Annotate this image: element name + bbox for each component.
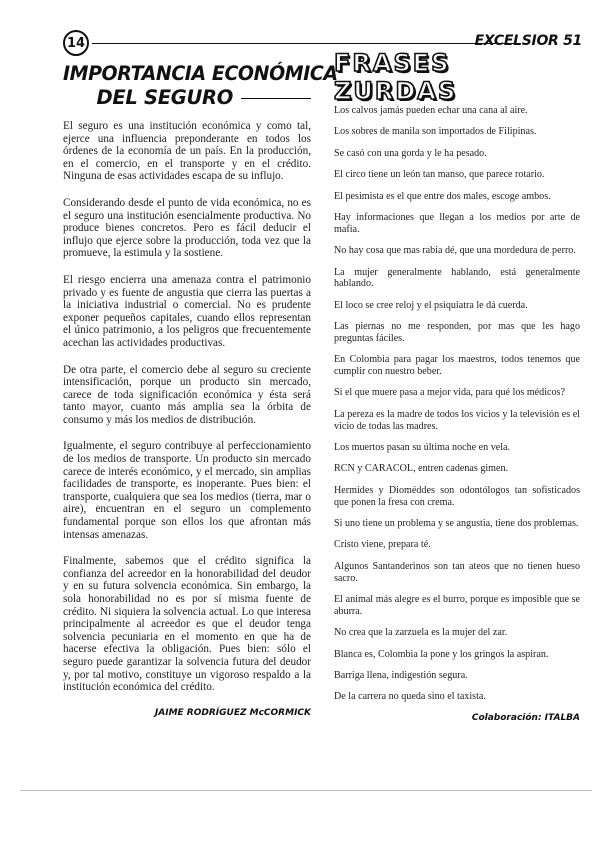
phrases-title: FRASES ZURDAS [334,49,458,105]
article-paragraph: Igualmente, el seguro contribuye al perfeccionamiento de los medios de transporte. Un producto sin mercado carece de interés económico, y el mercado, sin amplias facilidades de transporte, es inoperante. Pues bien: el transporte, cualquiera que sea los medios (tierra, mar o aire), encuentran en el seguro un complemento fundamental porque son ellos los que afrontan más intensas amenazas. [63,440,311,541]
phrase-item: Si uno tiene un problema y se angustia, tiene dos problemas. [334,518,579,530]
article-paragraph: De otra parte, el comercio debe al seguro su creciente intensificación, porque un producto sin mercado, carece de toda significación económica y ésta será tanto mayor, cuanto más amplia sea la órbita de consumo y más los medios de distribución. [63,363,311,426]
article-title-line-2-row [63,86,311,110]
phrases-column [334,49,580,723]
title-underline [241,98,311,99]
phrase-item: De la carrera no queda sino el taxista. [334,691,486,703]
article-paragraph: El seguro es una institución económica y como tal, ejerce una influencia preponderante en todos los órdenes de la economía de un país. En la producción, en el comercio, en el transporte y en el crédito. Ninguna de esas actividades escapa de su influjo. [63,120,311,183]
phrase-item: Se casó con una gorda y le ha pesado. [334,147,487,159]
article-title-line-1: IMPORTANCIA ECONÓMICA [63,62,338,85]
phrase-item: La mujer generalmente hablando, está generalmente hablando. [334,266,580,290]
phrase-item: Hermides y Dioméddes son odontólogos tan sofisticados que ponen la fresa con crema. [334,484,580,508]
phrase-item: Blanca es, Colombia la pone y los gringos la aspiran. [334,648,549,660]
phrase-item: En Colombia para pagar los maestros, todos tenemos que cumplir con nuestro beber. [334,354,580,378]
phrase-item: El loco se cree reloj y el psiquiatra le dá cuerda. [334,299,528,311]
phrase-item: No hay cosa que mas rabia dé, que una mordedura de perro. [334,245,576,257]
header-rule [92,43,517,44]
phrase-item: Las piernas no me responden, por mas que les hago preguntas fáciles. [334,321,580,344]
phrase-item: Barriga llena, indigestión segura. [334,669,468,681]
phrases-list [334,105,580,703]
article-body [63,120,311,694]
phrase-item: Hay informaciones que llegan a los medios por arte de mafia. [334,211,580,235]
phrase-item: El circo tiene un león tan manso, que parece rotario. [334,169,545,181]
phrase-item: Cristo viene, prepara té. [334,539,431,551]
magazine-brand: EXCELSIOR 51 [474,33,582,49]
phrase-item: Si el que muere pasa a mejor vida, para qué los médicos? [334,387,565,399]
page-number: 14 [63,30,89,56]
article-paragraph: Finalmente, sabemos que el crédito significa la confianza del acreedor en la honorabilidad del deudor y en su futura solvencia económica. Sin embargo, la sola honorabilidad no es por sí misma fuente de crédito. Ni siquiera la solvencia actual. Lo que interesa principalmente al acreedor es que el deudor tenga solvencia pecuniaria en el momento en que ha de hacerse efectiva la obligación. Pues bien: sólo el seguro puede garantizar la solvencia futura del deudor y, por tal motivo, constituye un vigoroso respaldo a la institución económica del crédito. [63,555,311,694]
phrase-item: Los sobres de manila son importados de Filipinas. [334,126,537,138]
phrase-item: Los calvos jamás pueden echar una cana al aire. [334,105,528,116]
article-column [63,62,338,718]
article-paragraph: El riesgo encierra una amenaza contra el patrimonio privado y es fuente de angustia que cierra las puertas a la iniciativa industrial o comercial. No es prudente exponer pequeños capitales, cuando ellos representan el único patrimonio, a los peligros que frecuentemente acechan las actividades productivas. [63,273,311,349]
phrase-item: Algunos Santanderinos son tan ateos que no tienen hueso sacro. [334,560,580,584]
article-author: JAIME RODRÍGUEZ McCORMICK [154,707,311,718]
article-paragraph: Considerando desde el punto de vida económica, no es el seguro una institución esencialmente productiva. No produce bienes concretos. Pero es fácil deducir el influjo que ejerce sobre la producción, toda vez que la promueve, la estimula y la sostiene. [63,196,311,260]
phrase-item: RCN y CARACOL, entren cadenas gimen. [334,463,509,475]
page-bottom-rule [20,790,592,791]
phrases-credit: Colaboración: ITALBA [471,712,580,723]
article-title-line-2: DEL SEGURO [96,86,233,109]
phrase-item: El animal más alegre es el burro, porque es imposible que se aburra. [334,594,580,617]
phrase-item: Los muertos pasan su última noche en vela. [334,442,511,454]
phrase-item: No crea que la zarzuela es la mujer del zar. [334,627,508,639]
phrase-item: El pesimista es el que entre dos males, escoge ambos. [334,190,551,202]
phrase-item: La pereza es la madre de todos los vicios y la televisión es el vicio de todas las madres. [334,408,580,432]
